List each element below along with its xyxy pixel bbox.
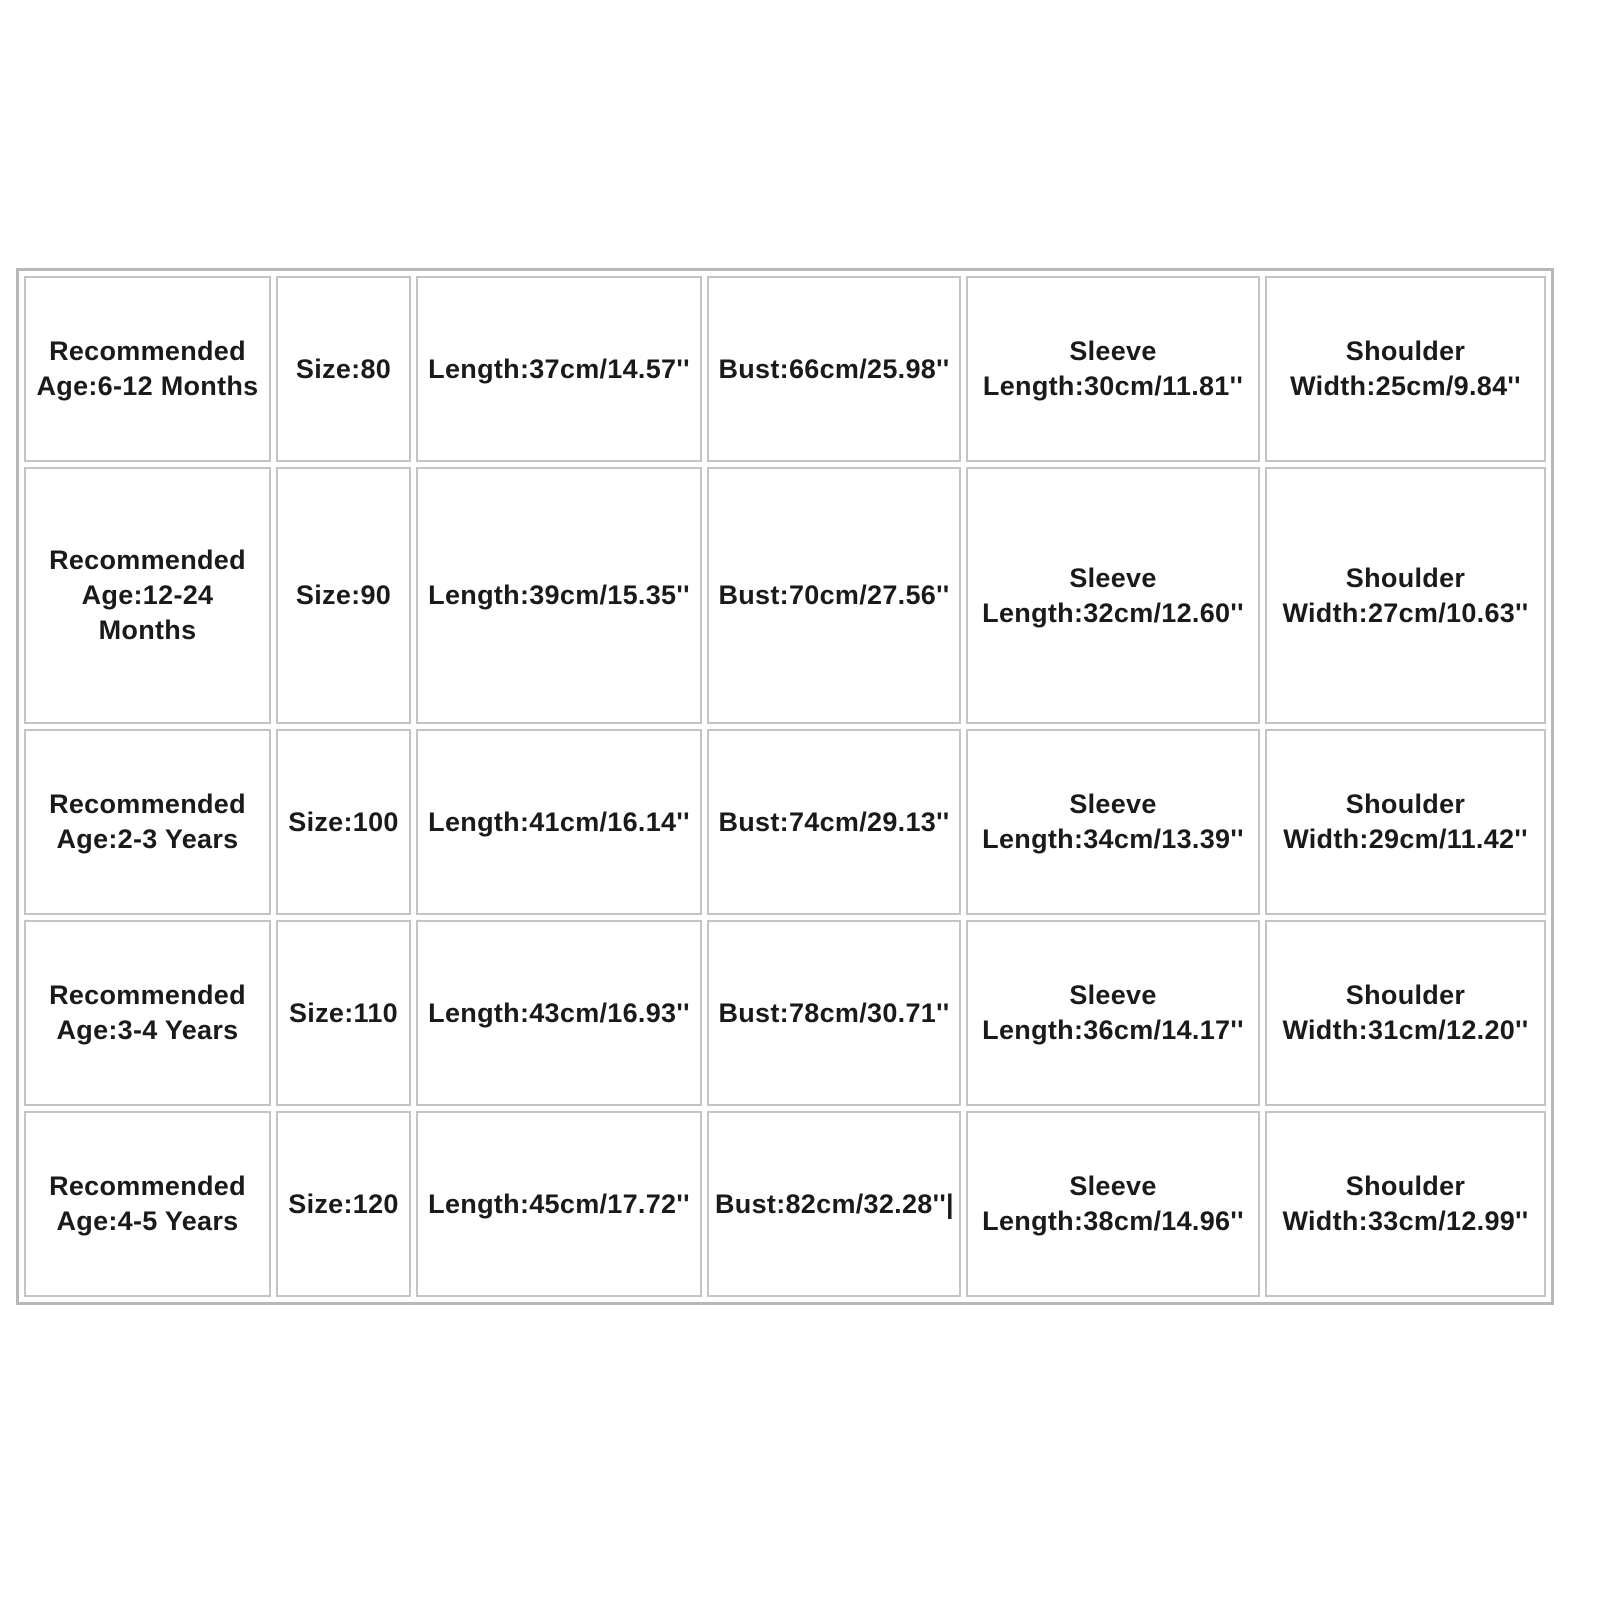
length-cell: Length:45cm/17.72'': [416, 1111, 702, 1297]
size-cell: Size:80: [276, 276, 411, 462]
shoulder-width-cell: Shoulder Width:27cm/10.63'': [1265, 467, 1546, 724]
bust-cell: Bust:66cm/25.98'': [707, 276, 961, 462]
size-cell: Size:120: [276, 1111, 411, 1297]
table-row: [24, 467, 1546, 724]
age-cell: Recommended Age:4-5 Years: [24, 1111, 271, 1297]
bust-cell: Bust:70cm/27.56'': [707, 467, 961, 724]
sleeve-length-cell: Sleeve Length:38cm/14.96'': [966, 1111, 1260, 1297]
shoulder-width-cell: Shoulder Width:31cm/12.20'': [1265, 920, 1546, 1106]
shoulder-width-cell: Shoulder Width:29cm/11.42'': [1265, 729, 1546, 915]
bust-cell: Bust:74cm/29.13'': [707, 729, 961, 915]
table-row: [24, 920, 1546, 1106]
bust-cell: Bust:82cm/32.28''|: [707, 1111, 961, 1297]
bust-cell: Bust:78cm/30.71'': [707, 920, 961, 1106]
sleeve-length-cell: Sleeve Length:30cm/11.81'': [966, 276, 1260, 462]
length-cell: Length:41cm/16.14'': [416, 729, 702, 915]
table-row: [24, 1111, 1546, 1297]
age-cell: Recommended Age:6-12 Months: [24, 276, 271, 462]
shoulder-width-cell: Shoulder Width:33cm/12.99'': [1265, 1111, 1546, 1297]
table-row: [24, 276, 1546, 462]
length-cell: Length:37cm/14.57'': [416, 276, 702, 462]
length-cell: Length:43cm/16.93'': [416, 920, 702, 1106]
sleeve-length-cell: Sleeve Length:36cm/14.17'': [966, 920, 1260, 1106]
size-chart-table: [16, 268, 1554, 1305]
size-cell: Size:110: [276, 920, 411, 1106]
shoulder-width-cell: Shoulder Width:25cm/9.84'': [1265, 276, 1546, 462]
table-row: [24, 729, 1546, 915]
age-cell: Recommended Age:12-24 Months: [24, 467, 271, 724]
length-cell: Length:39cm/15.35'': [416, 467, 702, 724]
sleeve-length-cell: Sleeve Length:32cm/12.60'': [966, 467, 1260, 724]
size-cell: Size:100: [276, 729, 411, 915]
size-cell: Size:90: [276, 467, 411, 724]
sleeve-length-cell: Sleeve Length:34cm/13.39'': [966, 729, 1260, 915]
age-cell: Recommended Age:3-4 Years: [24, 920, 271, 1106]
age-cell: Recommended Age:2-3 Years: [24, 729, 271, 915]
